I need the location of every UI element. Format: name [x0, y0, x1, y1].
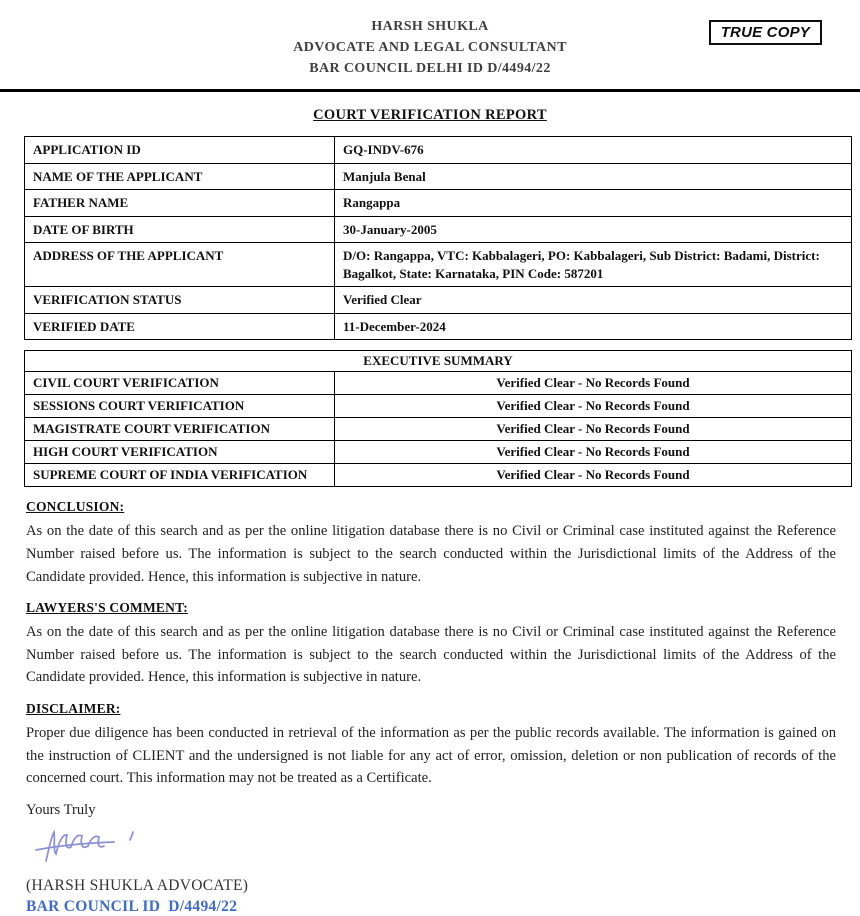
row-label: VERIFICATION STATUS	[25, 287, 335, 314]
row-label: VERIFIED DATE	[25, 313, 335, 340]
advocate-title: ADVOCATE AND LEGAL CONSULTANT	[293, 40, 567, 55]
advocate-bar-id: BAR COUNCIL DELHI ID D/4494/22	[309, 61, 551, 76]
table-row	[25, 464, 852, 487]
row-label: SESSIONS COURT VERIFICATION	[25, 395, 335, 418]
signatory-name: (HARSH SHUKLA ADVOCATE)	[26, 876, 249, 894]
bar-council-label: BAR COUNCIL ID	[26, 897, 161, 915]
signature-ink-icon	[32, 823, 182, 873]
section-body: Proper due diligence has been conducted in retrieval of the information as per the public records available. The information is gained on the instruction of CLIENT and the undersigned is not liable for any act of error, omission, deletion or non publication of records of the concerned court. This information may not be treated as a Certificate.	[26, 725, 836, 787]
row-label: APPLICATION ID	[25, 137, 335, 164]
section-heading: DISCLAIMER:	[26, 701, 121, 717]
row-value: Rangappa	[335, 190, 852, 217]
table-row	[25, 287, 852, 314]
table-row	[25, 216, 852, 243]
table-row	[25, 137, 852, 164]
closing-text: Yours Truly	[26, 801, 96, 818]
table-row	[25, 243, 852, 287]
row-value: Verified Clear	[335, 287, 852, 314]
report-title: COURT VERIFICATION REPORT	[313, 107, 547, 123]
signature	[32, 823, 860, 875]
executive-summary-table	[24, 350, 852, 487]
section-body: As on the date of this search and as per the online litigation database there is no Civil or Criminal case instituted against the Reference Number raised before us. The information is subject to the search conducted within the Jurisdictional limits of the Address of the Candidate provided. Hence, this information is subjective in nature.	[26, 624, 836, 686]
bar-council-id-line	[26, 898, 860, 916]
row-value: GQ-INDV-676	[335, 137, 852, 164]
row-value: D/O: Rangappa, VTC: Kabbalageri, PO: Kabbalageri, Sub District: Badami, District: Bagalkot, State: Karnataka, PIN Code: 587201	[335, 243, 852, 287]
row-value: 30-January-2005	[335, 216, 852, 243]
bar-council-id: D/4494/22	[168, 897, 238, 915]
section-heading: CONCLUSION:	[26, 499, 125, 515]
section-lawyers-comment	[26, 600, 836, 689]
section-disclaimer	[26, 701, 836, 790]
table-row	[25, 395, 852, 418]
row-value: Manjula Benal	[335, 163, 852, 190]
table-row	[25, 163, 852, 190]
table-row	[25, 372, 852, 395]
table-row	[25, 313, 852, 340]
row-value: Verified Clear - No Records Found	[335, 418, 852, 441]
row-value: Verified Clear - No Records Found	[335, 464, 852, 487]
row-value: Verified Clear - No Records Found	[335, 441, 852, 464]
table-header-row	[25, 351, 852, 372]
summary-title: EXECUTIVE SUMMARY	[25, 351, 852, 372]
applicant-details-table	[24, 136, 852, 340]
row-value: Verified Clear - No Records Found	[335, 372, 852, 395]
row-label: FATHER NAME	[25, 190, 335, 217]
row-label: HIGH COURT VERIFICATION	[25, 441, 335, 464]
table-row	[25, 190, 852, 217]
row-value: Verified Clear - No Records Found	[335, 395, 852, 418]
row-label: SUPREME COURT OF INDIA VERIFICATION	[25, 464, 335, 487]
row-label: ADDRESS OF THE APPLICANT	[25, 243, 335, 287]
section-heading: LAWYERS'S COMMENT:	[26, 600, 188, 616]
row-label: MAGISTRATE COURT VERIFICATION	[25, 418, 335, 441]
header-divider	[0, 89, 860, 92]
section-body: As on the date of this search and as per the online litigation database there is no Civil or Criminal case instituted against the Reference Number raised before us. The information is subject to the search conducted within the Jurisdictional limits of the Address of the Candidate provided. Hence, this information is subjective in nature.	[26, 523, 836, 585]
row-value: 11-December-2024	[335, 313, 852, 340]
section-conclusion	[26, 499, 836, 588]
row-label: DATE OF BIRTH	[25, 216, 335, 243]
table-row	[25, 441, 852, 464]
advocate-name: HARSH SHUKLA	[371, 19, 489, 34]
true-copy-stamp: TRUE COPY	[709, 20, 822, 45]
row-label: NAME OF THE APPLICANT	[25, 163, 335, 190]
row-label: CIVIL COURT VERIFICATION	[25, 372, 335, 395]
table-row	[25, 418, 852, 441]
